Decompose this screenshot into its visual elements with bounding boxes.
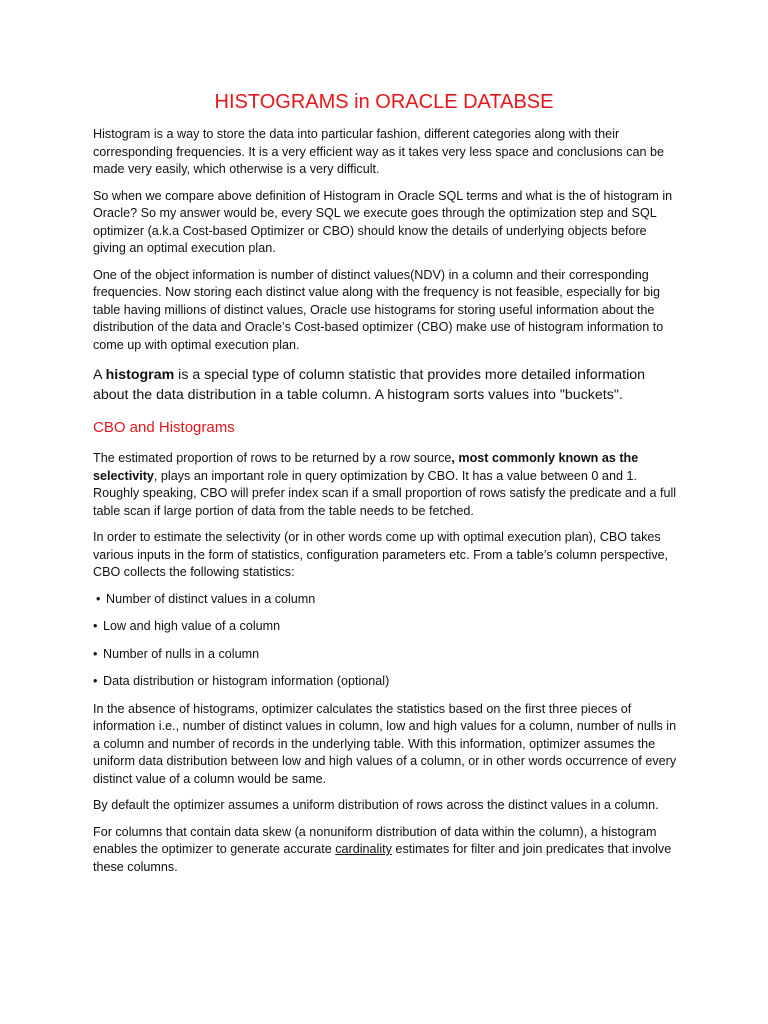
skew-text-pre: For columns that contain data — [93, 824, 259, 839]
lead-text-bold: histogram — [105, 367, 175, 383]
paragraph-ndv: One of the object information is number of distinct values(NDV) in a column and their corresponding frequencies. Now storing each distinct value along with the frequency is not feasible, especially for big table having millions of distinct values, Oracle use histograms for storing useful information about the distribution of the data and Oracle’s Cost-based optimizer (CBO) make use of histogram information to come up with optimal execution plan. — [93, 267, 664, 352]
document-body — [93, 126, 683, 885]
bullet-item — [93, 618, 683, 636]
bullet-text: Number of nulls in a column — [103, 646, 260, 661]
paragraph-histogram-definition: Histogram is a way to store the data into particular fashion, different categories along with their corresponding frequencies. It is a very efficient way as it takes very less space and conclusions can be made very easily, which otherwise is a very difficult. — [93, 127, 664, 176]
lead-text-pre: A — [93, 367, 106, 383]
bullet-text: Number of distinct values in a column — [106, 591, 316, 606]
bullet-item — [93, 673, 683, 691]
paragraph-histogram-statistic — [93, 366, 683, 405]
cardinality-link[interactable]: cardinality — [335, 842, 392, 856]
bullet-glyph: • — [93, 619, 98, 633]
lead-text-post: is a special type of column statistic that provides more detailed information about the data distribution in a table column. A histogram sorts values into "buckets". — [93, 367, 645, 403]
bullet-glyph: • — [96, 591, 101, 606]
selectivity-text-post: , plays an important role in query optimization by CBO. It has a value between 0 and 1. Roughly speaking, CBO will prefer index scan if a small proportion of rows satisfy the predicate and a full table scan if large portion of data from the table needs to be fetched. — [93, 468, 677, 518]
skew-text-post: estimates for filter and join predicates that involve these columns. — [93, 842, 672, 874]
paragraph-oracle-sql-terms: So when we compare above definition of Histogram in Oracle SQL terms and what is the of histogram in Oracle? So my answer would be, every SQL we execute goes through the optimization step and SQL optimizer (a.k.a Cost-based Optimizer or CBO) should know the details of underlying objects before giving an optimal execution plan. — [93, 188, 673, 255]
section-heading-cbo: CBO and Histograms — [93, 419, 235, 436]
bullet-text: Low and high value of a column — [103, 619, 281, 633]
bullet-text: Data distribution or histogram information (optional) — [103, 674, 390, 688]
paragraph-absence-of-histograms: In the absence of histograms, optimizer calculates the statistics based on the first three pieces of information i.e., number of distinct values in column, low and high values for a column, number of nulls in a column and number of records in the underlying table. With this information, optimizer assumes the uniform data distribution between low and high values of a column, or in other words occurrence of every distinct value of a column would be same. — [93, 701, 677, 786]
selectivity-text-bold: , most commonly known as the selectivity — [93, 451, 639, 483]
paragraph-selectivity — [93, 450, 683, 520]
bullet-glyph: • — [93, 674, 98, 688]
bullet-glyph: • — [93, 646, 98, 661]
bullet-item — [93, 591, 683, 609]
bullet-item — [93, 646, 683, 664]
skew-text-mid: skew (a nonuniform distribution of data within the column), a histogram enables the optimizer to generate accurate — [93, 824, 657, 856]
paragraph-data-skew — [93, 824, 683, 877]
document-title: HISTOGRAMS in ORACLE DATABSE — [214, 91, 554, 113]
selectivity-text-pre: The estimated proportion of rows to be returned by a row source — [93, 451, 452, 465]
paragraph-uniform-distribution: By default the optimizer assumes a uniform distribution of rows across the distinct values in a column. — [93, 798, 659, 812]
paragraph-cbo-inputs: In order to estimate the selectivity (or in other words come up with optimal execution plan), CBO takes various inputs in the form of statistics, configuration parameters etc. From a table’s column perspective, CBO collects the following statistics: — [93, 530, 669, 579]
